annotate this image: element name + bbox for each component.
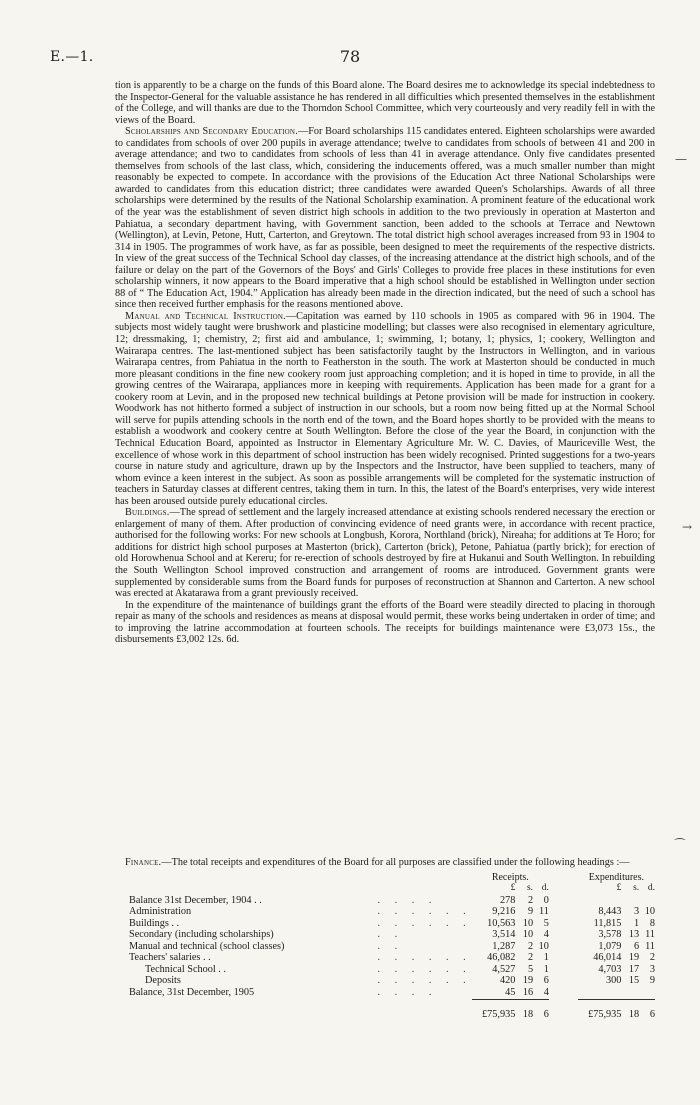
expenditures-shillings xyxy=(621,987,639,999)
row-leader-dots: . . . . xyxy=(377,987,438,999)
row-label: Teachers' salaries . . xyxy=(129,952,211,964)
table-row xyxy=(115,941,655,953)
expenditures-pence: 10 xyxy=(644,906,655,918)
row-label: Manual and technical (school classes) xyxy=(129,940,285,952)
paragraph xyxy=(115,126,655,311)
receipts-header: Receipts. xyxy=(491,871,529,883)
row-leader-dots: . . . . . . xyxy=(377,975,472,987)
expenditures-pounds: 300 xyxy=(606,975,622,987)
expenditures-shillings xyxy=(621,895,639,907)
table-row xyxy=(115,918,655,930)
paragraph-text: In the expenditure of the maintenance of buildings grant the efforts of the Board were steadily directed to placing in thorough repair as many of the schools and residences as means at disposal would permit, these works being undertaken in order of time; and to improving the latrine accommodation at fourteen schools. The receipts for buildings maintenance were £3,073 15s., the disbursements £3,002 12s. 6d. xyxy=(115,599,655,646)
expenditures-pence xyxy=(639,987,655,999)
receipts-pence: 11 xyxy=(538,906,549,918)
receipts-pounds: 3,514 xyxy=(492,929,516,941)
unit-pence: d. xyxy=(541,883,549,894)
finance-table xyxy=(115,872,655,1021)
receipts-shillings: 16 xyxy=(522,987,534,999)
margin-mark: ⁀ xyxy=(675,838,685,852)
unit-pounds: £ xyxy=(616,883,622,894)
column-gap xyxy=(549,941,578,953)
expenditures-shillings: 13 xyxy=(628,929,640,941)
expenditures-pounds: 8,443 xyxy=(598,906,622,918)
paragraph xyxy=(115,857,655,869)
receipts-pence: 1 xyxy=(543,963,549,975)
receipts-shillings: 10 xyxy=(522,917,534,929)
receipts-pence: 10 xyxy=(538,940,549,952)
paragraph xyxy=(115,80,655,126)
receipts-shillings: 2 xyxy=(527,940,534,952)
column-gap xyxy=(549,906,578,918)
total-receipts-pounds: £75,935 xyxy=(472,999,516,1020)
margin-mark: — xyxy=(675,152,687,166)
row-leader-dots: . . . . . . xyxy=(377,963,472,975)
unit-pounds: £ xyxy=(510,883,516,894)
receipts-pounds: 1,287 xyxy=(492,940,516,952)
paragraph-text: —For Board scholarships 115 candidates entered. Eighteen scholarships were awarded to candidates from schools of over 200 pupils in average attendance; twelve to candidates from schools of between 41 and 200 in average attendance; and two to candidates from schools of less than 41 in average attendance. Only five candidates presented themselves from schools of the last class, which, considering the inducements offered, was a much smaller number than might reasonably be expected to compete. In accordance with the provisions of the Education Act three National Scholarships were awarded to candidates from this education district; three candidates were awarded Queen's Scholarships. Awards of all three scholarships were determined by the results of the National Scholarship examination. A prominent feature of the educational work of the year was the establishment of seven district high schools in addition to the two previously in operation at Masterton and Pahiatua, a secondary department having, with Government sanction, been added to the schools at Terrace and Newtown (Wellington), at Levin, Petone, Hutt, Carterton, and Greytown. The total district high school averages increased from 93 in 1904 to 314 in 1905. The programmes of work have, as far as possible, been designed to meet the requirements of the respective districts. In view of the great success of the Technical School day classes, of the increasing attendance at the district high schools, and of the failure or delay on the part of the Governors of the Boys' and Girls' Colleges to provide free places in these institutions for even scholarship winners, it now appears to the Board imperative that a high school should be established in Wellington under section 88 of “ The Education Act, 1904.” Application has already been made in the direction indicated, but the need of such a school has since then received further emphasis for the reasons mentioned above. xyxy=(115,126,656,311)
table-row xyxy=(115,929,655,941)
table-row xyxy=(115,895,655,907)
receipts-pence: 4 xyxy=(543,987,549,999)
table-row xyxy=(115,987,655,999)
expenditures-pounds: 4,703 xyxy=(598,963,622,975)
table-header-row xyxy=(115,872,655,884)
table-row xyxy=(115,906,655,918)
expenditures-header: Expenditures. xyxy=(588,871,645,883)
section-heading: Buildings. xyxy=(125,507,170,519)
receipts-pounds: 45 xyxy=(505,987,516,999)
total-receipts-shillings: 18 xyxy=(515,999,533,1020)
total-expenditures-shillings: 18 xyxy=(621,999,639,1020)
receipts-pounds: 4,527 xyxy=(492,963,516,975)
finance-section xyxy=(115,857,655,1020)
margin-mark: → xyxy=(682,520,693,534)
receipts-shillings: 9 xyxy=(527,906,534,918)
column-gap xyxy=(549,952,578,964)
expenditures-pounds: 1,079 xyxy=(598,940,622,952)
row-leader-dots: . . xyxy=(377,929,404,941)
row-label: Technical School . . xyxy=(145,963,226,975)
expenditures-shillings: 17 xyxy=(628,963,640,975)
total-expenditures-pence: 6 xyxy=(639,999,655,1020)
document-code: E.—1. xyxy=(50,49,94,65)
expenditures-shillings: 6 xyxy=(634,940,640,952)
page-number: 78 xyxy=(339,47,361,66)
total-expenditures-pounds: £75,935 xyxy=(578,999,622,1020)
section-heading: Scholarships and Secondary Education. xyxy=(125,126,298,138)
receipts-pence: 4 xyxy=(543,929,549,941)
row-label: Balance 31st December, 1904 . . xyxy=(129,894,262,906)
receipts-pence: 5 xyxy=(543,917,549,929)
receipts-pounds: 9,216 xyxy=(492,906,516,918)
receipts-pence: 1 xyxy=(543,952,549,964)
expenditures-pounds xyxy=(578,987,622,999)
table-row xyxy=(115,964,655,976)
column-gap xyxy=(549,975,578,987)
row-label: Deposits xyxy=(145,975,181,987)
expenditures-pence: 11 xyxy=(645,940,655,952)
expenditures-shillings: 19 xyxy=(628,952,640,964)
expenditures-pence: 9 xyxy=(649,975,655,987)
receipts-shillings: 2 xyxy=(527,952,534,964)
row-label: Buildings . . xyxy=(129,917,180,929)
body-text xyxy=(115,80,655,646)
row-label: Administration xyxy=(129,906,192,918)
receipts-pounds: 420 xyxy=(499,975,516,987)
expenditures-pence xyxy=(639,895,655,907)
unit-pence: d. xyxy=(647,883,655,894)
paragraph-text: —Capitation was earned by 110 schools in 1905 as compared with 96 in 1904. The subjects most widely taught were brushwork and plasticine modelling; but classes were also recognised in elementary agriculture, 12; dressmaking, 1; chemistry, 2; first aid and ambulance, 1; swimming, 1; botany, 1; physics, 1; cookery, Wellington and Wairarapa centres. The last-mentioned subject has been satisfactorily taught by the Instructors in Wellington, and in various Wairarapa centres, from Pahiatua in the north to Featherston in the south. The work at Masterton should be conducted in much more pleasant conditions in the fine new cookery room just approaching completion; and it is hoped in time to provide, in all the growing centres of the Wairarapa, appliances more in keeping with requirements. Application has been made for a grant for a cookery room at Levin, and in the proposed new technical buildings at Petone provision will be made for instruction in cookery. Woodwork has not hitherto formed a subject of instruction in our schools, but a room now being fitted up at the Normal School will serve for pupils attending schools in the north end of the town, and the Board hopes shortly to be provided with the means to establish a woodwork and cookery centre at South Wellington. Before the close of the year the Board, in conjunction with the Technical Education Board, appointed as Instructor in Elementary Agriculture Mr. W. C. Davies, of Mauriceville West, the excellence of whose work in this department of school instruction has been widely recognised. Printed suggestions for a two-years course in nature study and agriculture, drawn up by the Inspectors and the Instructor, have been supplied to teachers, many of whom evince a keen interest in the subject. As soon as possible arrangements will be completed for the systematic instruction of teachers in Saturday classes at different centres, taking them in turn. In this, the latest of the Board's enterprises, very wide interest has been aroused outside purely educational circles. xyxy=(115,310,655,507)
paragraph-text: tion is apparently to be a charge on the funds of this Board alone. The Board desires me to acknowledge its special indebtedness to the Inspector-General for the valuable assistance he has rendered in all difficulties which presented themselves in the establishment of the College, and will thanks are due to the Thorndon School Committee, which very courteously and very readily fell in with the views of the Board. xyxy=(115,80,655,126)
receipts-shillings: 19 xyxy=(522,975,534,987)
row-label: Secondary (including scholarships) xyxy=(129,929,274,941)
row-leader-dots: . . . . . . xyxy=(377,952,472,964)
table-units-row xyxy=(115,883,655,895)
receipts-pounds: 278 xyxy=(499,894,516,906)
table-row xyxy=(115,952,655,964)
section-heading: Manual and Technical Instruction. xyxy=(125,310,286,322)
expenditures-pence: 11 xyxy=(645,929,655,941)
expenditures-pounds: 11,815 xyxy=(593,917,622,929)
total-row xyxy=(115,999,655,1020)
unit-shillings: s. xyxy=(526,883,534,894)
paragraph xyxy=(115,311,655,507)
expenditures-shillings: 3 xyxy=(634,906,640,918)
expenditures-pence: 2 xyxy=(649,952,655,964)
row-label: Balance, 31st December, 1905 xyxy=(129,987,255,999)
expenditures-pounds: 46,014 xyxy=(593,952,622,964)
paragraph xyxy=(115,507,655,599)
expenditures-pence: 8 xyxy=(649,917,655,929)
receipts-pence: 6 xyxy=(543,975,549,987)
total-receipts-pence: 6 xyxy=(533,999,549,1020)
unit-shillings: s. xyxy=(633,883,640,894)
column-gap xyxy=(549,929,578,941)
receipts-shillings: 5 xyxy=(527,963,534,975)
expenditures-pounds xyxy=(578,895,622,907)
receipts-shillings: 2 xyxy=(527,894,534,906)
table-row xyxy=(115,975,655,987)
row-leader-dots: . . xyxy=(377,940,404,952)
paragraph-text: —The spread of settlement and the largely increased attendance at existing schools rendered necessary the erection or enlargement of many of them. After production of convincing evidence of need grants were, in accordance with recent practice, authorised for the following works: For new schools at Longbush, Korora, Northland (brick), Nireaha; for additions at Te Horo; for additions for district high school purposes at Masterton (brick), Carterton (brick), Petone, Pahiatua (partly brick); for erection of old Horowhenua School and at Kereru; for re-erection of schools destroyed by fire at Hukanui and South Wellington. In rebuilding the South Wellington School improved construction and arrangement of rooms are introduced. Government grants were supplemented by considerable sums from the Board funds for purposes of reconstruction at Shannon and Carterton. A new school was erected at Akatarawa from a grant previously received. xyxy=(115,507,655,600)
column-gap xyxy=(549,987,578,999)
expenditures-shillings: 15 xyxy=(628,975,640,987)
receipts-pounds: 10,563 xyxy=(487,917,516,929)
expenditures-pounds: 3,578 xyxy=(598,929,622,941)
paragraph xyxy=(115,600,655,646)
row-leader-dots: . . . . . . xyxy=(377,917,472,929)
section-heading: Finance. xyxy=(125,857,162,868)
paragraph-text: —The total receipts and expenditures of the Board for all purposes are classified under the following headings :— xyxy=(161,857,630,868)
column-gap xyxy=(549,964,578,976)
expenditures-pence: 3 xyxy=(649,963,655,975)
receipts-shillings: 10 xyxy=(522,929,534,941)
column-gap xyxy=(549,918,578,930)
receipts-pounds: 46,082 xyxy=(487,952,516,964)
row-leader-dots: . . . . . . xyxy=(377,906,472,918)
column-gap xyxy=(549,895,578,907)
expenditures-shillings: 1 xyxy=(634,917,640,929)
receipts-pence: 0 xyxy=(543,894,549,906)
row-leader-dots: . . . . xyxy=(377,894,438,906)
